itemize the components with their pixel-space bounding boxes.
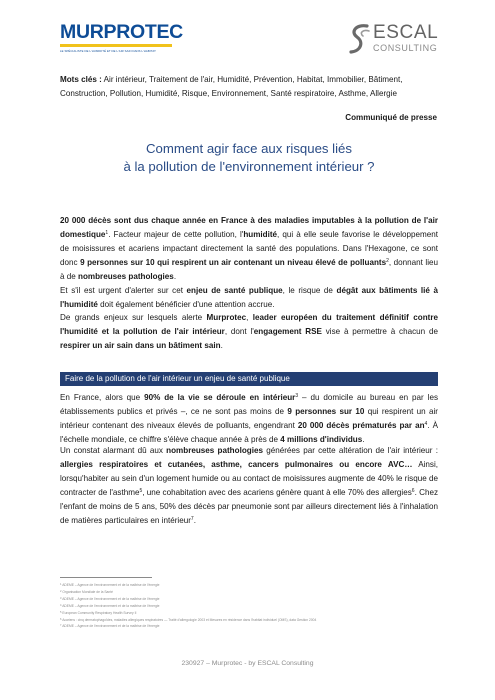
footnote-divider (60, 577, 152, 578)
footnote-number: 5 (60, 610, 62, 614)
footnote-ref: 5 (139, 488, 143, 494)
text: Ainsi, lorsqu'habiter au sein d'un logement humide ou au contact de moisissures augmente de 40% le risque de contracter de l'asthme (60, 460, 439, 497)
keywords-text: Air intérieur, Traitement de l'air, Humidité, Prévention, Habitat, Immobilier, Bâtiment, Construction, Pollution, Humidité, Risque, Environnement, Santé respiratoire, Asthme, Allergie (60, 75, 403, 98)
text: . (362, 435, 365, 444)
footnote-ref: 1 (105, 230, 109, 236)
footnote-ref: 3 (295, 393, 299, 399)
footnote-text: Organisation Mondiale de la Santé (62, 589, 113, 594)
pathologies-paragraph (60, 444, 438, 528)
text: vise à permettre à chacun de (321, 327, 438, 336)
text-bold: respirer un air sain dans un bâtiment sain (60, 341, 221, 350)
text: , dont l' (224, 327, 254, 336)
text-bold: 9 personnes sur 10 (287, 407, 365, 416)
text: , qui à elle seule favorise le développement de moisissures et acariens impactant directement la santé des populations. Dans l'Hexagone, ce sont donc (60, 230, 438, 267)
text: , une cohabitation avec des acariens génère quant à elle 70% des allergies (142, 488, 412, 497)
text: . Chez l'enfant de moins de 5 ans, 50% des décès par pneumonie sont par ailleurs directement liés à l'inhalation de matières particulaires en intérieur (60, 488, 438, 525)
text-bold: engagement RSE (253, 327, 322, 336)
footnote-text: ADEME – Agence de l'environnement et de la maîtrise de l'énergie (62, 603, 160, 608)
footnote-text: ADEME – Agence de l'environnement et de la maîtrise de l'énergie (62, 583, 160, 587)
text-bold: humidité (243, 230, 278, 239)
text: générées par cette altération de l'air intérieur : (262, 446, 438, 455)
keywords-line (60, 73, 445, 101)
footnote-text: ADEME – Agence de l'environnement et de la maîtrise de l'énergie (62, 596, 160, 601)
murprotec-logo (60, 21, 183, 56)
footnote-number: 1 (60, 582, 62, 586)
footnote-text: Acariens : cinq dermatophagoïdes, maladies allergiques respiratoires — Traité d'allergologie 2003 et Mesures en résidence dans l'habitat individuel (OMS), data Gestion 2004 (62, 617, 317, 622)
footnote-text: European Community Respiratory Health Survey II (62, 610, 137, 615)
footnote (60, 623, 440, 630)
text-bold: nombreuses pathologies (78, 272, 174, 281)
footnote (60, 582, 440, 589)
footnote-number: 6 (60, 617, 62, 621)
text: . (220, 341, 223, 350)
text-bold: 90% de la vie se déroule en intérieur (144, 393, 296, 402)
text: , le risque de (282, 286, 337, 295)
text-bold: 20 000 décès sont dus chaque année en France à des maladies imputables à la pollution de l'air domestique (60, 216, 438, 239)
footnote-ref: 6 (411, 488, 415, 494)
footnote (60, 617, 440, 624)
section-heading: Faire de la pollution de l'air intérieur un enjeu de santé publique (60, 372, 438, 386)
text: , donnant lieu à de (60, 258, 438, 281)
text: . (193, 516, 196, 525)
text: – du domicile au bureau en par les établissements publics et privés –, ce ne sont pas moins de (60, 393, 438, 416)
footnote-number: 4 (60, 603, 62, 607)
footnote-ref: 7 (190, 516, 194, 522)
footnotes-list (60, 582, 440, 630)
footnote-text: ADEME – Agence de l'environnement et de la maîtrise de l'énergie (62, 624, 160, 629)
text: qui respirent un air intérieur contenant des niveaux élevés de polluants, engendrant (60, 407, 438, 430)
title-line-2: à la pollution de l'environnement intérieur ? (123, 159, 375, 174)
text-bold: 9 personnes sur 10 qui respirent un air contenant un niveau élevé de polluants (80, 258, 387, 267)
text: doit également bénéficier d'une attention accrue. (97, 300, 275, 309)
title-line-1: Comment agir face aux risques liés (146, 141, 352, 156)
text: . À l'échelle mondiale, ce chiffre s'élève chaque année à près de (60, 421, 438, 444)
escal-wordmark: ESCAL (373, 22, 439, 43)
footnote-number: 2 (60, 589, 62, 593)
murprotec-paragraph (60, 311, 438, 353)
footnote-number: 7 (60, 624, 62, 628)
text: De grands enjeux sur lesquels alerte (60, 313, 207, 322)
footnote (60, 589, 440, 596)
press-release-label: Communiqué de presse (345, 113, 437, 122)
text: Et s'il est urgent d'alerter sur cet (60, 286, 187, 295)
text-bold: Murprotec (206, 313, 247, 322)
text-bold: 4 millions d'individus (280, 435, 363, 444)
footnote-ref: 2 (386, 258, 389, 264)
escal-subtitle: CONSULTING (373, 43, 438, 53)
murprotec-logo-underline (60, 44, 172, 47)
text-bold: nombreuses pathologies (166, 446, 263, 455)
text: Un constat alarmant dû aux (60, 446, 167, 455)
footnote-ref: 4 (424, 421, 428, 427)
page-footer: 230927 – Murprotec - by ESCAL Consulting (181, 660, 314, 667)
murprotec-wordmark: MURPROTEC (60, 21, 183, 43)
text: , (246, 313, 253, 322)
footnote (60, 603, 440, 610)
escal-consulting-logo (348, 22, 443, 56)
text-bold: leader européen du traitement définitif contre l'humidité et la pollution de l'air intérieur (60, 313, 439, 336)
footnote (60, 596, 440, 603)
france-paragraph (60, 391, 438, 447)
text-bold: allergies respiratoires et cutanées, asthme, cancers pulmonaires ou encore AVC… (60, 460, 413, 469)
text: . (173, 272, 177, 281)
text: . Facteur majeur de cette pollution, l' (108, 230, 244, 239)
page-title (60, 140, 438, 176)
alert-paragraph (60, 284, 438, 312)
escal-swirl-icon (348, 22, 372, 56)
text-bold: enjeu de santé publique (186, 286, 283, 295)
murprotec-tagline: LE SPÉCIALISTE DE L'HUMIDITÉ ET DE L'AIR SAIN DANS L'HABITAT (60, 49, 156, 53)
footnote (60, 610, 440, 617)
footnote-number: 3 (60, 596, 62, 600)
intro-paragraph (60, 214, 438, 284)
text-bold: dégât aux bâtiments lié à l'humidité (60, 286, 438, 309)
text-bold: 20 000 décès prématurés par an (297, 421, 425, 430)
keywords-label: Mots clés : (60, 75, 102, 84)
text: En France, alors que (60, 393, 145, 402)
